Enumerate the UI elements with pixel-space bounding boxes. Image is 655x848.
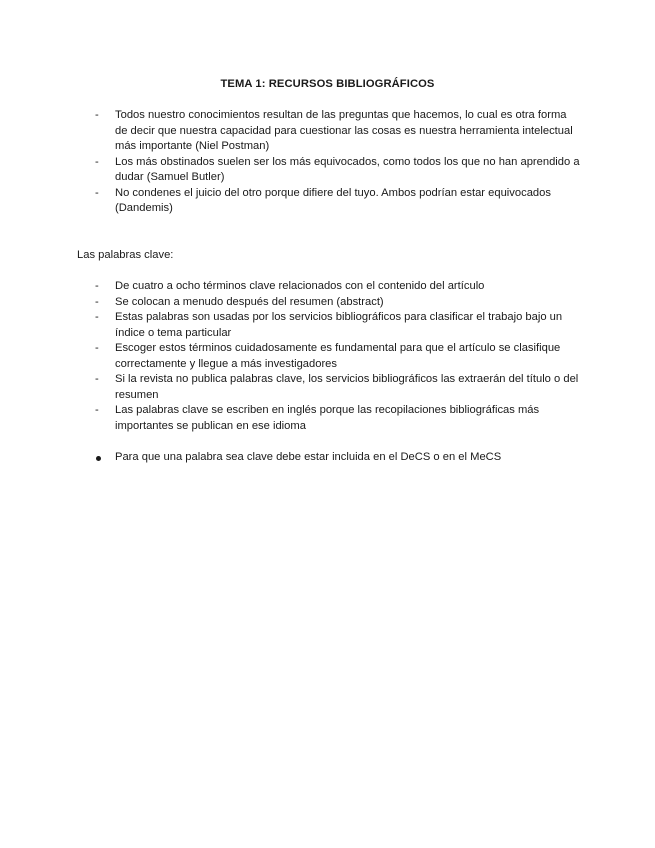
list-item: [0, 186, 580, 217]
list-item: [0, 108, 580, 155]
keyword-item-text: Estas palabras son usadas por los servicios bibliográficos para clasificar el trabajo bajo un índice o tema particular: [115, 311, 563, 339]
keyword-item-text: Las palabras clave se escriben en inglés porque las recopilaciones bibliográficas más importantes se publican en ese idioma: [115, 404, 540, 432]
quotes-list: [0, 108, 580, 217]
dash-marker: -: [95, 373, 99, 385]
list-item: [0, 279, 580, 295]
keywords-list: [0, 279, 580, 434]
list-item: [0, 372, 580, 403]
list-item: [0, 341, 580, 372]
dash-marker: -: [95, 186, 99, 199]
list-item: [0, 403, 580, 434]
keyword-item-text: Si la revista no publica palabras clave, los servicios bibliográficos las extraerán del título o del resumen: [115, 373, 579, 401]
list-item: [0, 295, 580, 311]
keyword-item-text: Se colocan a menudo después del resumen (abstract): [115, 295, 384, 308]
list-item: [0, 450, 580, 466]
dash-marker: -: [95, 109, 99, 121]
dash-marker: -: [95, 155, 99, 168]
list-item: [0, 155, 580, 186]
dash-marker: -: [95, 295, 99, 308]
bullet-item-text: Para que una palabra sea clave debe estar incluida en el DeCS o en el MeCS: [115, 451, 502, 463]
quote-text: Los más obstinados suelen ser los más equivocados, como todos los que no han aprendido a dudar (Samuel Butler): [115, 155, 580, 183]
keyword-item-text: De cuatro a ocho términos clave relacionados con el contenido del artículo: [115, 280, 485, 292]
dash-marker: -: [95, 280, 99, 292]
dash-marker: -: [95, 311, 99, 323]
keyword-item-text: Escoger estos términos cuidadosamente es fundamental para que el artículo se clasifique correctamente y llegue a más investigadores: [115, 342, 561, 370]
list-item: [0, 310, 580, 341]
quote-text: Todos nuestro conocimientos resultan de las preguntas que hacemos, lo cual es otra forma de decir que nuestra capacidad para cuestionar las cosas es nuestra herramienta intelectual más importante (Niel Postman): [115, 109, 573, 152]
keywords-heading: Las palabras clave:: [77, 249, 174, 261]
dash-marker: -: [95, 404, 99, 416]
dash-marker: -: [95, 342, 99, 354]
bullet-dot-icon: [96, 456, 101, 461]
quote-text: No condenes el juicio del otro porque difiere del tuyo. Ambos podrían estar equivocados (Dandemis): [115, 186, 551, 214]
bullet-list: [0, 450, 580, 466]
document-title: TEMA 1: RECURSOS BIBLIOGRÁFICOS: [220, 78, 435, 90]
